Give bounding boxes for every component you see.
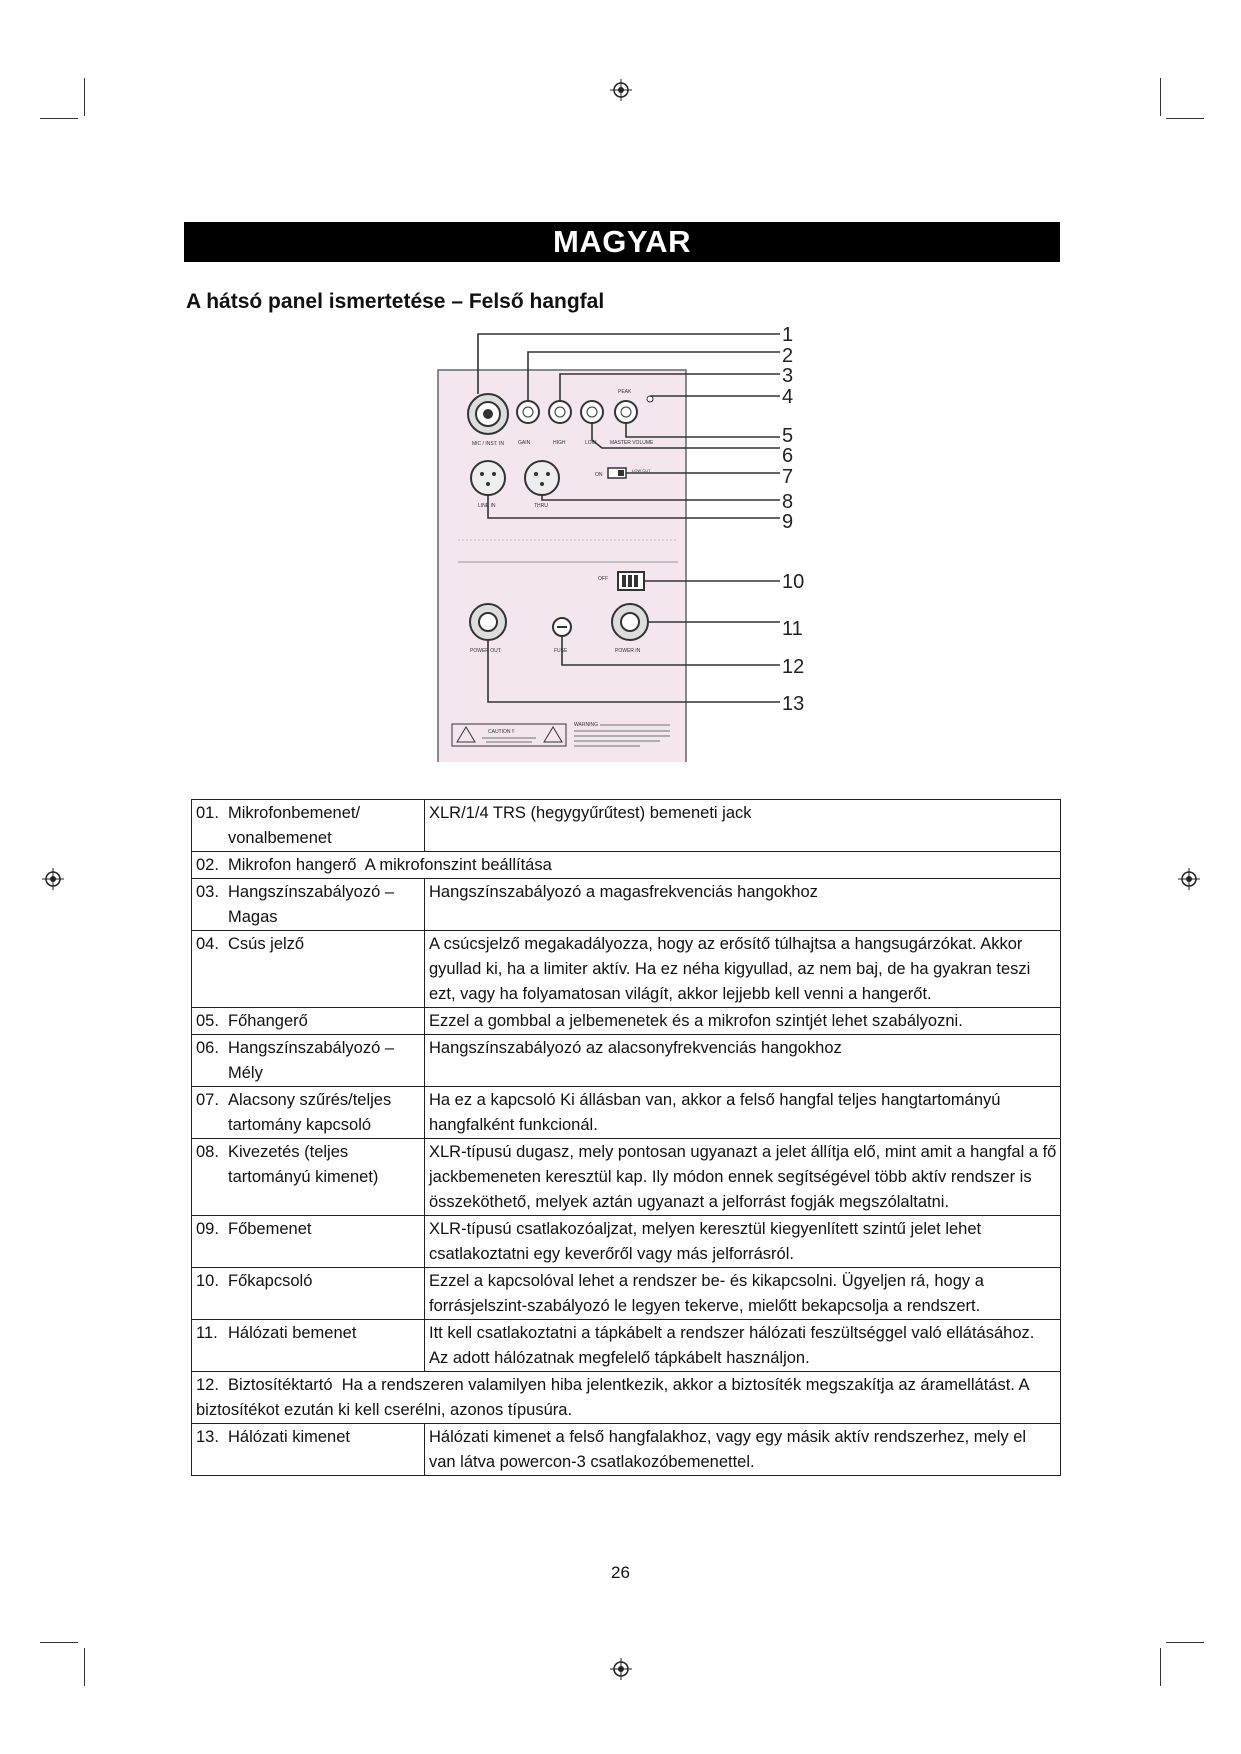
crop-mark: [1160, 78, 1161, 116]
crop-mark: [84, 1648, 85, 1686]
panel-label-power-in: POWER IN: [615, 648, 641, 654]
feature-desc-cell: Hálózati kimenet a felső hangfalakhoz, vagy egy másik aktív rendszerhez, mely el van látva powercon-3 csatlakozóbemenettel.: [425, 1424, 1061, 1476]
gain-knob-icon: [517, 401, 539, 423]
crop-mark: [1166, 118, 1204, 119]
row-number: 08.: [196, 1143, 219, 1161]
feature-name-cell: [192, 1139, 425, 1216]
feature-desc-cell: Hangszínszabályozó a magasfrekvenciás hangokhoz: [425, 879, 1061, 931]
power-in-connector-icon: [612, 604, 648, 640]
table-row: [192, 879, 1061, 931]
feature-desc-cell: A csúcsjelző megakadályozza, hogy az erősítő túlhajtsa a hangsugárzókat. Akkor gyullad ki, ha a limiter aktív. Ha ez néha kigyullad, az nem baj, de ha gyakran teszi ezt, vagy ha folyamatosan világít, akkor lejjebb kell venni a hangerőt.: [425, 931, 1061, 1008]
callout-number: 12: [782, 656, 805, 678]
panel-label-power-out: POWER OUT: [470, 648, 501, 654]
feature-name-cell: [192, 1035, 425, 1087]
panel-label-line-in: LINE IN: [478, 503, 496, 509]
panel-label-low-cut: LOW CUT: [632, 468, 651, 473]
feature-name-cell: [192, 800, 425, 852]
table-row: [192, 931, 1061, 1008]
feature-label: Kivezetés (teljes: [228, 1143, 349, 1161]
feature-desc-cell: Ha ez a kapcsoló Ki állásban van, akkor a felső hangfal teljes hangtartományú hangfalként funkcionál.: [425, 1087, 1061, 1139]
callout-number: 1: [782, 324, 794, 346]
feature-label: Biztosítéktartó: [228, 1376, 333, 1394]
xlr-thru-icon: [525, 461, 559, 495]
table-row: [192, 1424, 1061, 1476]
feature-label-cont: tartomány kapcsoló: [228, 1116, 372, 1134]
table-row: [192, 1008, 1061, 1035]
feature-desc-cell: XLR/1/4 TRS (hegygyűrűtest) bemeneti jack: [425, 800, 1061, 852]
feature-name-cell: [192, 1268, 425, 1320]
feature-name-cell: [192, 1320, 425, 1372]
feature-desc-cell: XLR-típusú dugasz, mely pontosan ugyanazt a jelet állítja elő, mint amit a hangfal a fő jackbemeneten keresztül kap. Ily módon ennek segítségével több aktív rendszer is összeköthető, melyek aztán ugyanazt a jelforrást fogják megszólaltatni.: [425, 1139, 1061, 1216]
panel-label-low: LOW: [585, 440, 597, 446]
row-number: 06.: [196, 1039, 219, 1057]
table-row: [192, 852, 1061, 879]
page-number: 26: [611, 1563, 630, 1582]
table-row: [192, 1320, 1061, 1372]
callout-number: 4: [782, 386, 794, 408]
feature-label: Főbemenet: [228, 1220, 312, 1238]
callout-number: 10: [782, 571, 805, 593]
feature-label: Csús jelző: [228, 935, 305, 953]
registration-mark-icon: [1178, 868, 1200, 890]
low-knob-icon: [581, 401, 603, 423]
power-out-connector-icon: [470, 604, 506, 640]
feature-merged-cell: [192, 852, 1061, 879]
feature-label-cont: vonalbemenet: [228, 829, 332, 847]
row-number: 01.: [196, 804, 219, 822]
panel-label-caution: CAUTION !!: [488, 729, 515, 735]
language-banner: MAGYAR: [184, 222, 1060, 262]
table-row: [192, 1035, 1061, 1087]
registration-mark-icon: [610, 1658, 632, 1680]
crop-mark: [40, 118, 78, 119]
callout-number: 6: [782, 445, 794, 467]
peak-led-icon: [647, 396, 653, 402]
feature-label-cont: Mély: [228, 1064, 263, 1082]
feature-merged-cell: [192, 1372, 1061, 1424]
combo-jack-icon: [468, 394, 508, 434]
panel-label-mic-in: MIC / INST. IN: [472, 441, 504, 447]
feature-label: Hangszínszabályozó –: [228, 883, 395, 901]
feature-label: Hangszínszabályozó –: [228, 1039, 395, 1057]
feature-desc: Ha a rendszeren valamilyen hiba jelentkezik, akkor a biztosíték megszakítja az áramellátást. A biztosítékot ezután ki kell cserélni, azonos típusúra.: [196, 1376, 1029, 1419]
row-number: 09.: [196, 1220, 219, 1238]
registration-mark-icon: [610, 79, 632, 101]
xlr-line-in-icon: [471, 461, 505, 495]
feature-desc: A mikrofonszint beállítása: [364, 856, 552, 874]
feature-desc-cell: Hangszínszabályozó az alacsonyfrekvenciás hangokhoz: [425, 1035, 1061, 1087]
table-row: [192, 800, 1061, 852]
crop-mark: [1166, 1642, 1204, 1643]
panel-label-peak: PEAK: [618, 389, 632, 395]
row-number: 07.: [196, 1091, 219, 1109]
feature-label: Mikrofon hangerő: [228, 856, 357, 874]
panel-label-master: MASTER VOLUME: [610, 440, 654, 446]
panel-label-high: HIGH: [553, 440, 566, 446]
master-volume-knob-icon: [615, 401, 637, 423]
row-number: 03.: [196, 883, 219, 901]
panel-label-warning: WARNING: [574, 722, 598, 728]
table-row: [192, 1268, 1061, 1320]
table-row: [192, 1216, 1061, 1268]
feature-desc-cell: XLR-típusú csatlakozóaljzat, melyen keresztül kiegyenlített szintű jelet lehet csatlakoztatni egy keverőről vagy más jelforrásról.: [425, 1216, 1061, 1268]
crop-mark: [40, 1642, 78, 1643]
callout-number: 13: [782, 693, 805, 715]
feature-desc-cell: Ezzel a gombbal a jelbemenetek és a mikrofon szintjét lehet szabályozni.: [425, 1008, 1061, 1035]
table-row: [192, 1372, 1061, 1424]
row-number: 10.: [196, 1272, 219, 1290]
high-knob-icon: [549, 401, 571, 423]
row-number: 02.: [196, 856, 219, 874]
feature-label: Főkapcsoló: [228, 1272, 313, 1290]
panel-label-fuse: FUSE: [554, 648, 568, 654]
panel-label-off: OFF: [598, 576, 608, 582]
feature-name-cell: [192, 1008, 425, 1035]
callout-number: 5: [782, 425, 794, 447]
crop-mark: [84, 78, 85, 116]
feature-table: [191, 799, 1061, 1476]
feature-name-cell: [192, 1216, 425, 1268]
panel-label-gain: GAIN: [518, 440, 531, 446]
feature-name-cell: [192, 931, 425, 1008]
callout-number: 2: [782, 345, 794, 367]
row-number: 11.: [196, 1324, 218, 1342]
callout-number: 8: [782, 491, 794, 513]
row-number: 05.: [196, 1012, 219, 1030]
feature-desc-cell: Itt kell csatlakoztatni a tápkábelt a rendszer hálózati feszültséggel való ellátásához. Az adott hálózatnak megfelelő tápkábelt használjon.: [425, 1320, 1061, 1372]
feature-name-cell: [192, 1087, 425, 1139]
panel-label-on: ON: [595, 472, 603, 478]
row-number: 12.: [196, 1376, 219, 1394]
feature-label-cont: tartományú kimenet): [228, 1168, 379, 1186]
feature-label: Mikrofonbemenet/: [228, 804, 361, 822]
registration-mark-icon: [42, 868, 64, 890]
callout-number: 9: [782, 511, 794, 533]
feature-label: Alacsony szűrés/teljes: [228, 1091, 392, 1109]
row-number: 13.: [196, 1428, 219, 1446]
feature-label: Hálózati kimenet: [228, 1428, 350, 1446]
panel-label-thru: THRU: [534, 503, 548, 509]
feature-name-cell: [192, 1424, 425, 1476]
table-row: [192, 1087, 1061, 1139]
feature-desc-cell: Ezzel a kapcsolóval lehet a rendszer be- és kikapcsolni. Ügyeljen rá, hogy a forrásjelszint-szabályozó le legyen tekerve, mielőtt bekapcsolja a rendszert.: [425, 1268, 1061, 1320]
callout-number: 3: [782, 365, 794, 387]
feature-label: Hálózati bemenet: [228, 1324, 357, 1342]
fuse-holder-icon: [553, 618, 571, 636]
table-row: [192, 1139, 1061, 1216]
callout-number: 11: [782, 618, 803, 640]
row-number: 04.: [196, 935, 219, 953]
rear-panel-diagram: [170, 322, 850, 762]
feature-label: Főhangerő: [228, 1012, 308, 1030]
feature-name-cell: [192, 879, 425, 931]
callout-number: 7: [782, 466, 794, 488]
section-heading: A hátsó panel ismertetése – Felső hangfal: [186, 290, 605, 313]
feature-label-cont: Magas: [228, 908, 278, 926]
crop-mark: [1160, 1648, 1161, 1686]
